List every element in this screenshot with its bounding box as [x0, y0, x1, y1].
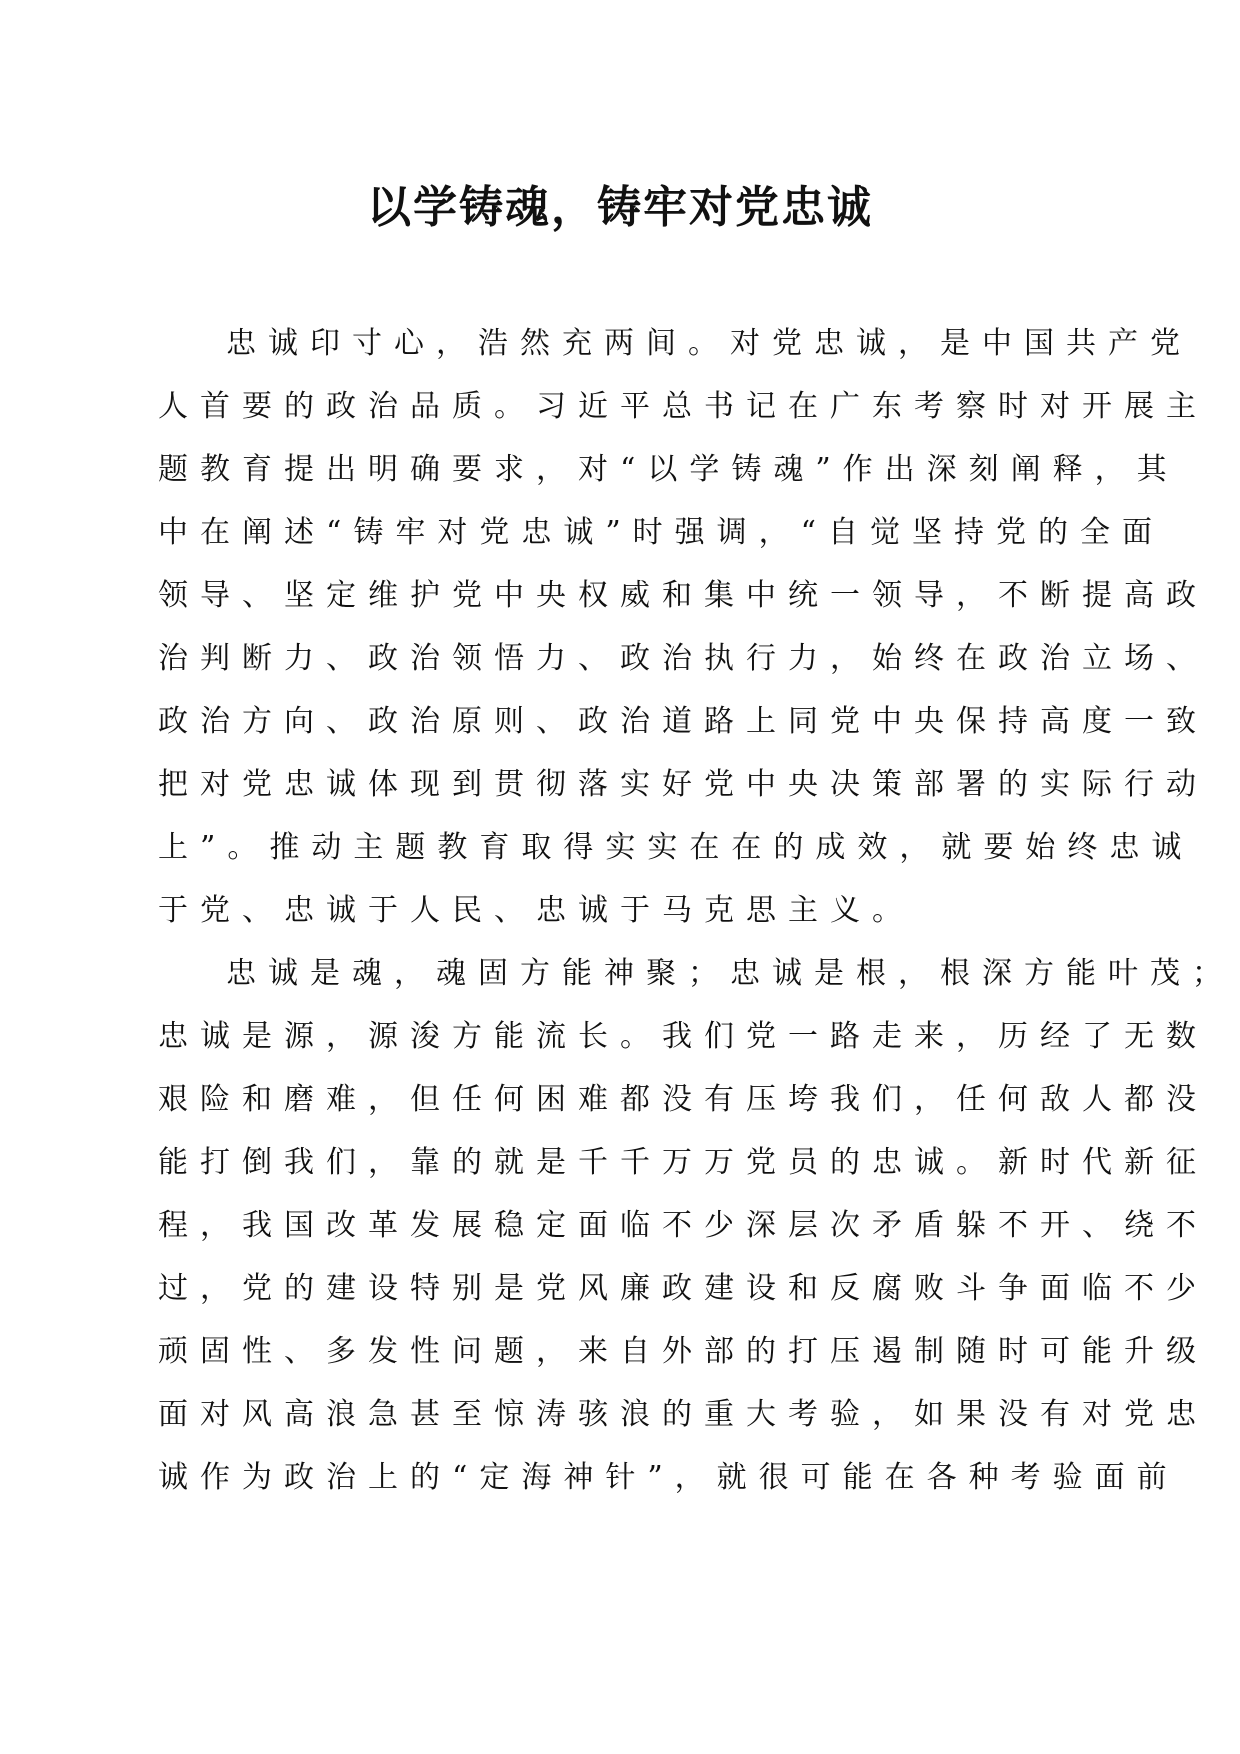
paragraph-line: 诚作为政治上的“定海神针”，就很可能在各种考验面前 — [158, 1460, 1179, 1495]
paragraph-line: 忠诚印寸心，浩然充两间。对党忠诚，是中国共产党 — [226, 326, 1192, 361]
paragraph-line: 中在阐述“铸牢对党忠诚”时强调，“自觉坚持党的全面 — [158, 515, 1165, 550]
paragraph-line: 题教育提出明确要求，对“以学铸魂”作出深刻阐释，其 — [158, 452, 1179, 487]
paragraph-1 — [158, 312, 1208, 942]
paragraph-line: 能打倒我们，靠的就是千千万万党员的忠诚。新时代新征 — [158, 1145, 1208, 1180]
paragraph-line: 程，我国改革发展稳定面临不少深层次矛盾躲不开、绕不 — [158, 1208, 1208, 1243]
paragraph-line: 过，党的建设特别是党风廉政建设和反腐败斗争面临不少 — [158, 1271, 1208, 1306]
paragraph-line: 政治方向、政治原则、政治道路上同党中央保持高度一致 — [158, 704, 1208, 739]
paragraph-line: 艰险和磨难，但任何困难都没有压垮我们，任何敌人都没 — [158, 1082, 1208, 1117]
paragraph-line: 于党、忠诚于人民、忠诚于马克思主义。 — [158, 893, 914, 928]
paragraph-line: 面对风高浪急甚至惊涛骇浪的重大考验，如果没有对党忠 — [158, 1397, 1208, 1432]
paragraph-2 — [158, 942, 1234, 1509]
paragraph-line: 顽固性、多发性问题，来自外部的打压遏制随时可能升级 — [158, 1334, 1208, 1369]
paragraph-line: 把对党忠诚体现到贯彻落实好党中央决策部署的实际行动 — [158, 767, 1208, 802]
paragraph-line: 治判断力、政治领悟力、政治执行力，始终在政治立场、 — [158, 641, 1208, 676]
paragraph-line: 上”。推动主题教育取得实实在在的成效，就要始终忠诚 — [158, 830, 1194, 865]
document-title: 以学铸魂，铸牢对党忠诚 — [367, 182, 873, 233]
paragraph-line: 忠诚是源，源浚方能流长。我们党一路走来，历经了无数 — [158, 1019, 1208, 1054]
document-body — [158, 312, 1234, 1509]
paragraph-line: 领导、坚定维护党中央权威和集中统一领导，不断提高政 — [158, 578, 1208, 613]
paragraph-line: 人首要的政治品质。习近平总书记在广东考察时对开展主 — [158, 389, 1208, 424]
paragraph-line: 忠诚是魂，魂固方能神聚；忠诚是根，根深方能叶茂； — [226, 956, 1234, 991]
